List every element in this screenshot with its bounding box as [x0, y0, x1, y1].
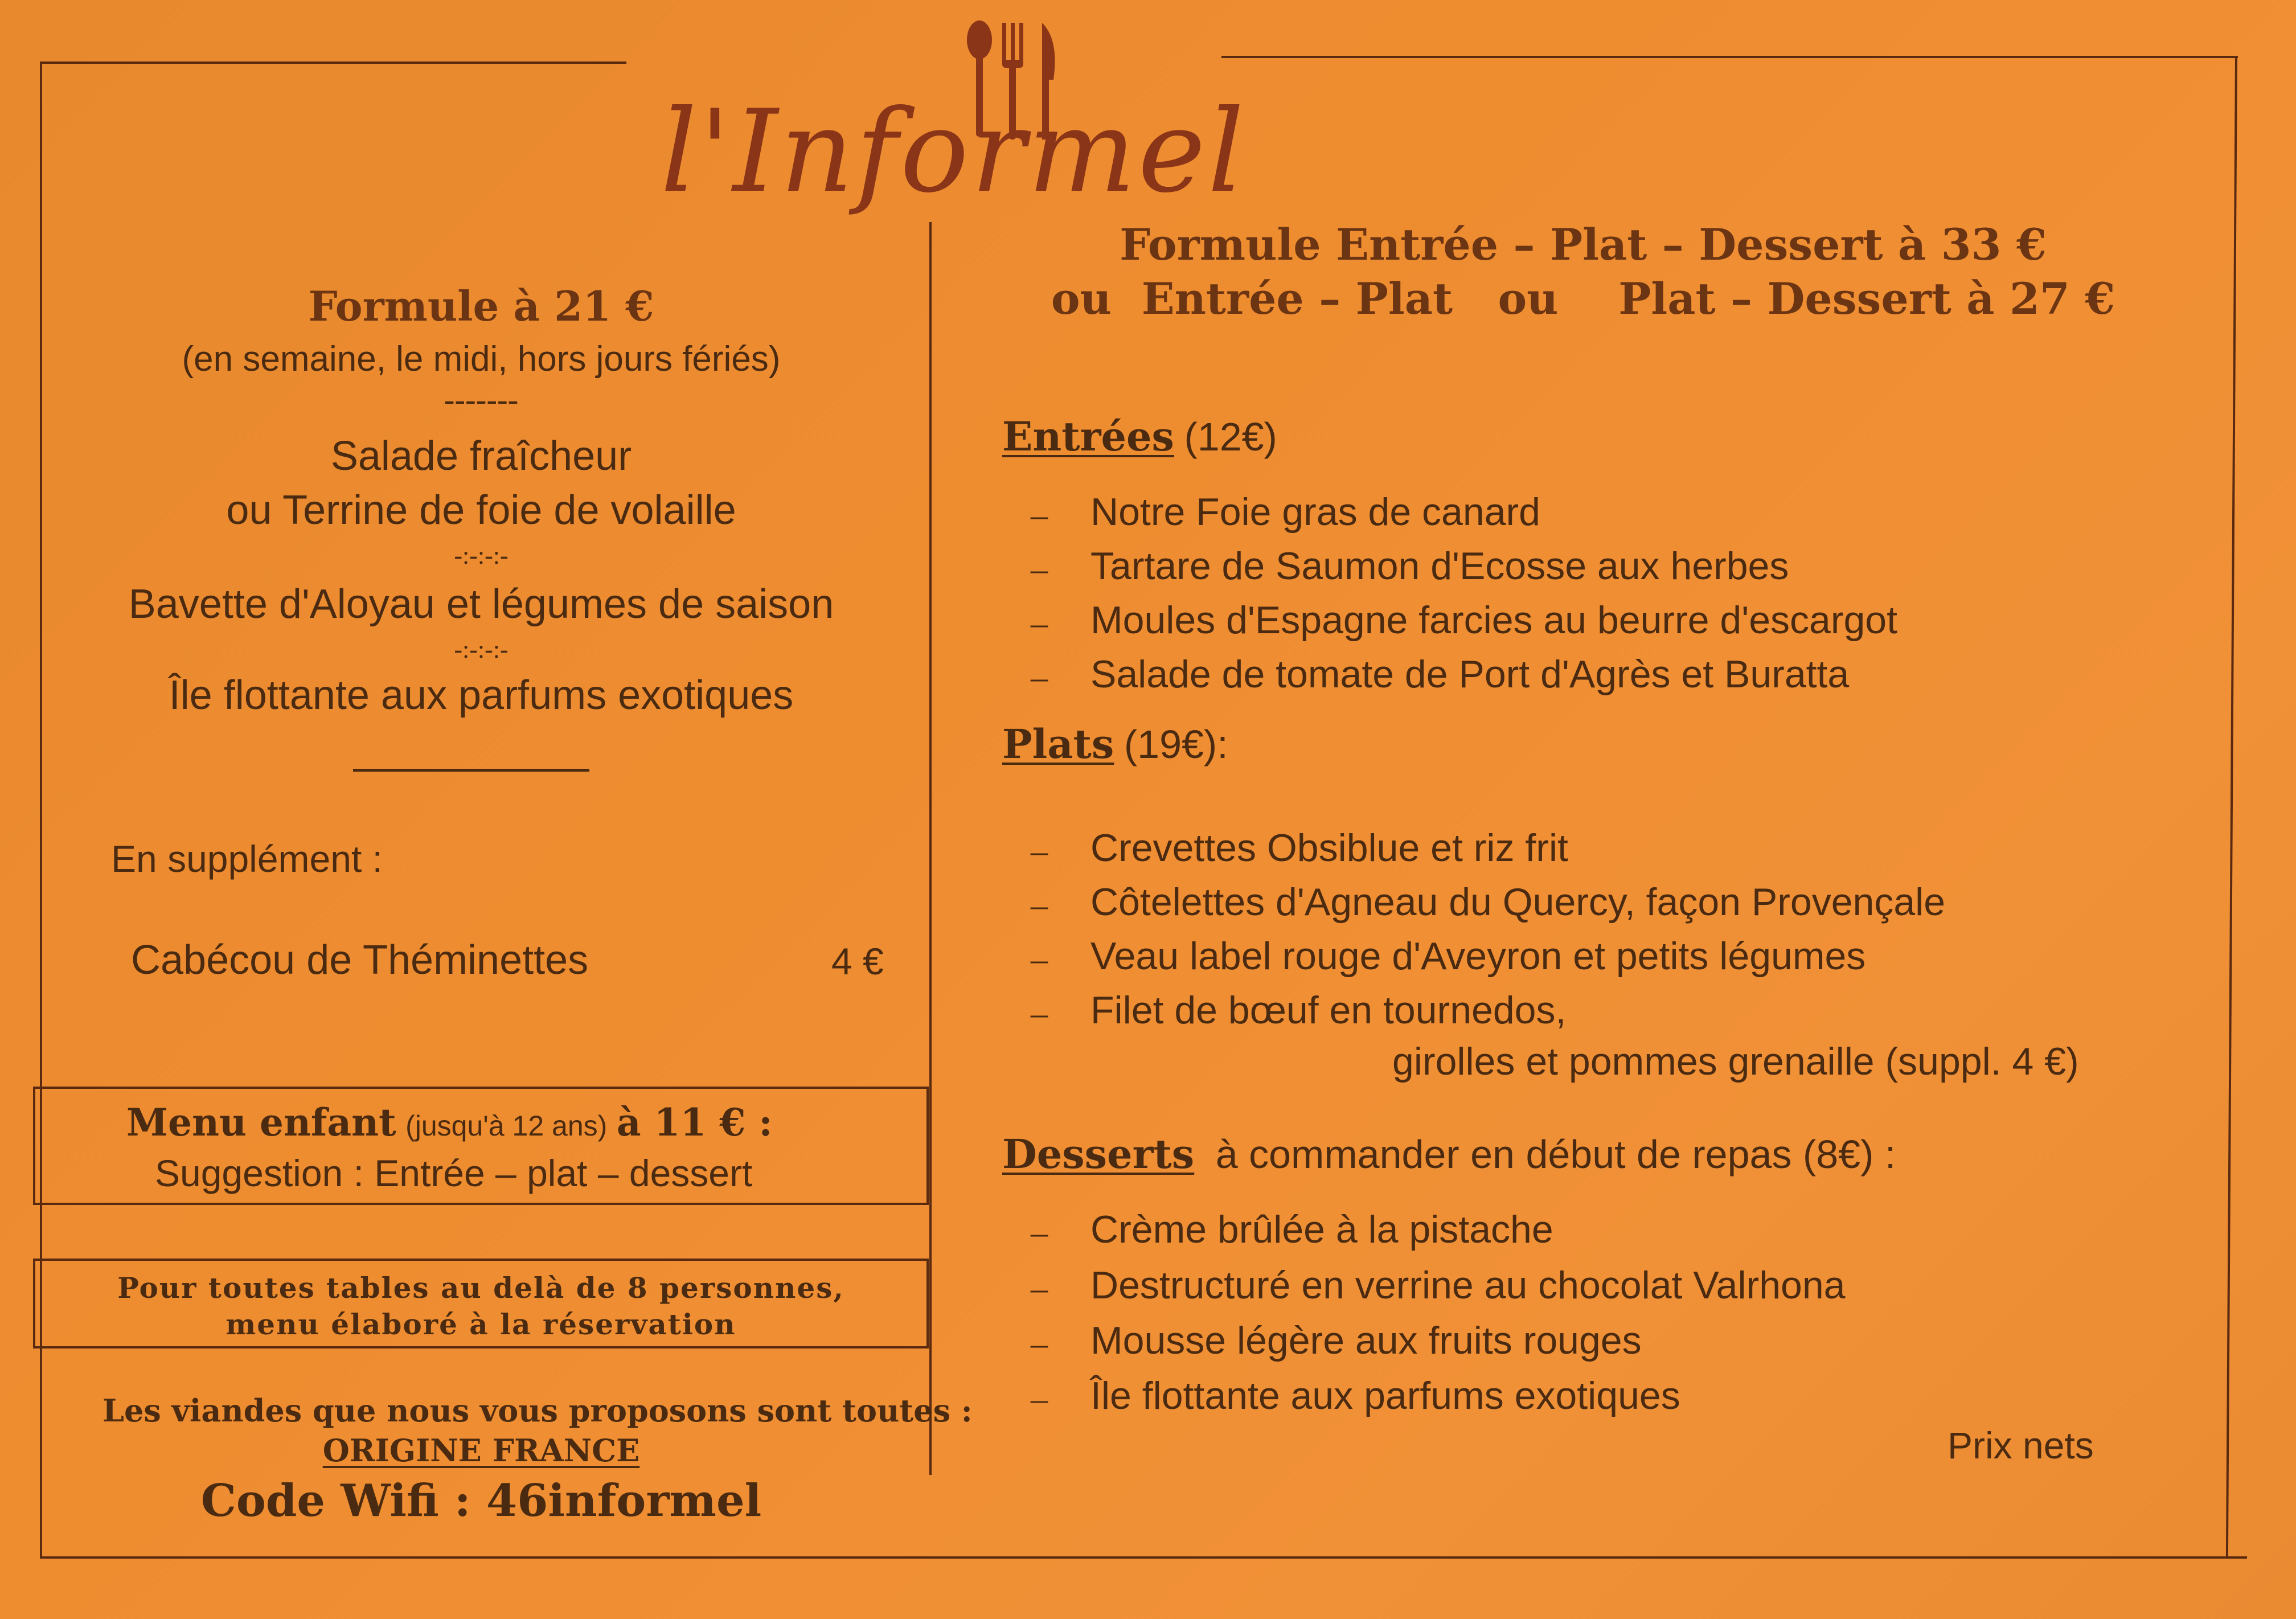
meat-origin-label: ORIGINE FRANCE [322, 1432, 640, 1469]
logo-wordmark: l'Informel [661, 85, 1247, 218]
list-dash: – [1031, 994, 1048, 1032]
formula-27-line: ou Entrée – Plat ou Plat – Dessert à 27 € [1051, 273, 2115, 324]
starter-option-1: Salade fraîcheur [330, 433, 632, 479]
entrees-title: Entrées [1002, 413, 1174, 460]
list-dash: – [1031, 604, 1048, 642]
list-item: Île flottante aux parfums exotiques [1090, 1374, 1680, 1417]
meat-origin-line: Les viandes que nous vous proposons sont toutes : [102, 1392, 973, 1429]
list-dash: – [1031, 1214, 1048, 1251]
list-item: Destructuré en verrine au chocolat Valrhona [1090, 1264, 1846, 1307]
list-item: Filet de bœuf en tournedos, [1090, 989, 1567, 1032]
section-rule [353, 769, 589, 772]
restaurant-logo [638, 17, 1247, 222]
groups-line-2: menu élaboré à la réservation [226, 1308, 736, 1341]
frame-top-right [1221, 56, 2238, 58]
separator: -:-:-:- [454, 542, 509, 569]
separator: ------- [444, 382, 519, 417]
kids-menu-age: (jusqu'à 12 ans) [405, 1110, 608, 1142]
groups-line-1: Pour toutes tables au delà de 8 personnes, [117, 1271, 844, 1305]
entrees-heading [1002, 413, 1277, 461]
kids-menu-price: à 11 € : [616, 1100, 773, 1145]
dessert: Île flottante aux parfums exotiques [169, 673, 794, 718]
supplement-item: Cabécou de Théminettes [131, 937, 589, 983]
prix-nets: Prix nets [1948, 1424, 2094, 1466]
groups-box [33, 1259, 929, 1349]
list-dash: – [1031, 496, 1048, 534]
list-item: Veau label rouge d'Aveyron et petits légumes [1090, 934, 1866, 978]
kids-menu-box [33, 1087, 929, 1205]
frame-right [2226, 56, 2237, 1556]
starter-option-2: ou Terrine de foie de volaille [226, 487, 736, 533]
list-dash: – [1031, 832, 1048, 870]
list-item: Crevettes Obsiblue et riz frit [1090, 826, 1568, 870]
list-item-continued: girolles et pommes grenaille (suppl. 4 €) [1392, 1040, 2079, 1083]
frame-top-left [40, 62, 626, 64]
list-item: Tartare de Saumon d'Ecosse aux herbes [1090, 544, 1789, 588]
list-item: Salade de tomate de Port d'Agrès et Buratta [1090, 653, 1850, 696]
list-dash: – [1031, 1380, 1048, 1417]
desserts-title: Desserts [1002, 1130, 1195, 1178]
supplement-label: En supplément : [111, 838, 383, 880]
list-dash: – [1031, 940, 1048, 978]
plats-title: Plats [1002, 720, 1114, 768]
plats-heading [1002, 720, 1228, 768]
list-dash: – [1031, 1269, 1048, 1307]
plats-price: (19€): [1124, 722, 1228, 767]
list-dash: – [1031, 886, 1048, 924]
separator: -:-:-:- [454, 636, 509, 663]
desserts-note: à commander en début de repas (8€) : [1215, 1132, 1896, 1177]
list-dash: – [1031, 550, 1048, 588]
list-item: Crème brûlée à la pistache [1090, 1208, 1553, 1251]
list-dash: – [1031, 658, 1048, 696]
kids-menu-heading [126, 1100, 773, 1145]
list-item: Notre Foie gras de canard [1090, 490, 1540, 534]
formula-21-title: Formule à 21 € [308, 282, 654, 330]
kids-menu-suggestion: Suggestion : Entrée – plat – dessert [155, 1152, 753, 1194]
list-item: Mousse légère aux fruits rouges [1090, 1319, 1642, 1362]
list-item: Côtelettes d'Agneau du Quercy, façon Provençale [1090, 880, 1946, 924]
frame-bottom [40, 1556, 2247, 1559]
formula-33-line: Formule Entrée – Plat – Dessert à 33 € [1120, 219, 2047, 270]
list-dash: – [1031, 1325, 1048, 1362]
wifi-code: Code Wifi : 46informel [200, 1475, 762, 1527]
kids-menu-title: Menu enfant [126, 1100, 396, 1145]
formula-21-note: (en semaine, le midi, hors jours fériés) [182, 339, 781, 379]
supplement-price: 4 € [831, 940, 884, 982]
entrees-price: (12€) [1184, 415, 1277, 459]
list-item: Moules d'Espagne farcies au beurre d'escargot [1090, 599, 1898, 642]
desserts-heading [1002, 1130, 1896, 1178]
main-course: Bavette d'Aloyau et légumes de saison [128, 581, 834, 627]
column-divider [929, 222, 932, 1475]
